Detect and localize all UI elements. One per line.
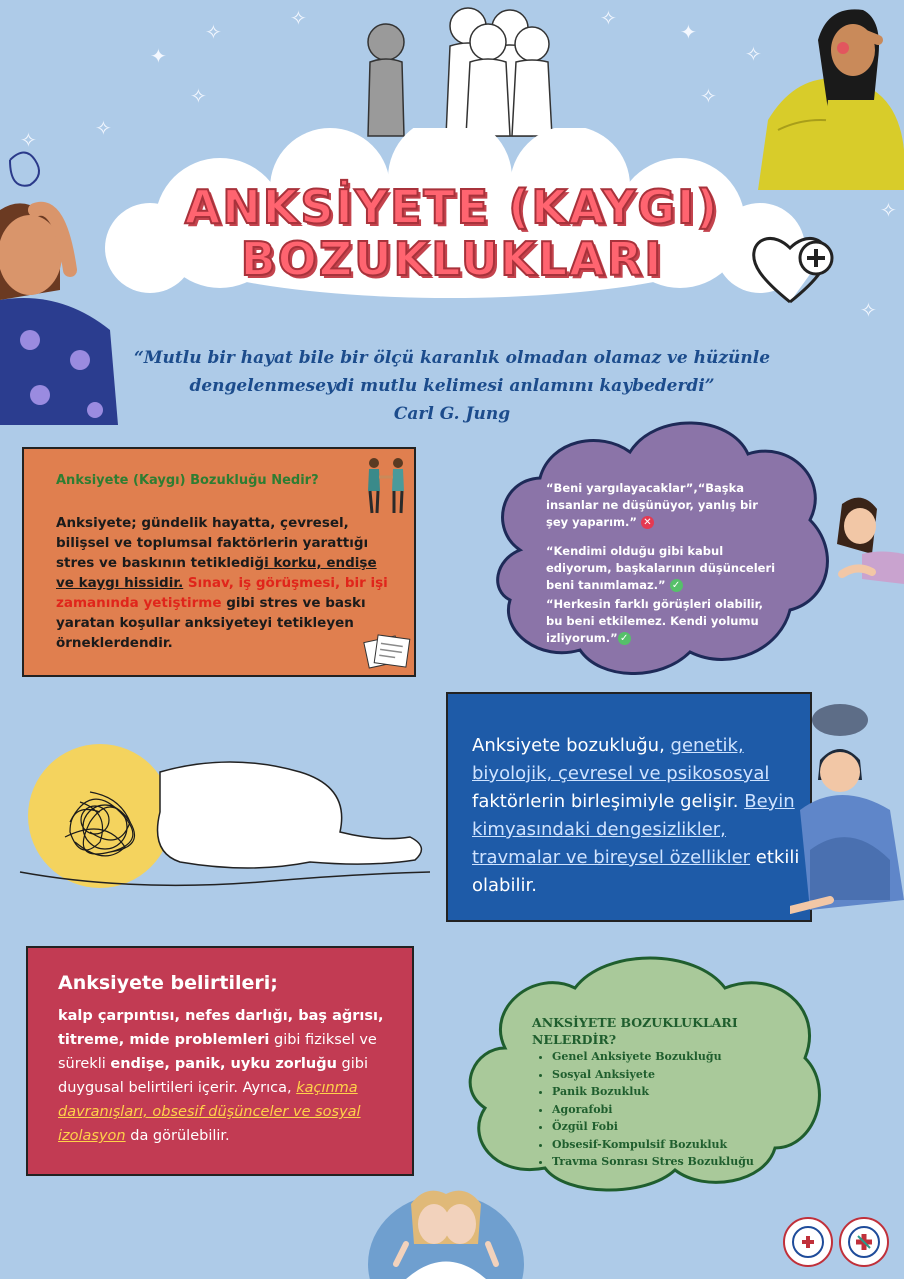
poster-title-line2: BOZUKLUKLARI: [240, 232, 664, 286]
definition-text-examples: Sınav, iş görüşmesi, bir işi zamanında yetiştirme: [56, 575, 388, 611]
thought-bubble-text: [546, 480, 782, 659]
types-list: [540, 1048, 754, 1171]
sparkle-star-icon: ✧: [745, 42, 762, 66]
poster-title-line1: ANKSİYETE (KAYGI): [184, 180, 720, 234]
behavioral-symptoms: kaçınma davranışları, obsesif düşünceler ve sosyal izolasyon: [58, 1080, 361, 1144]
symptoms-text-part3: da görülebilir.: [125, 1128, 230, 1144]
handshake-icon: [364, 455, 408, 515]
list-item: • Panik Bozukluk: [552, 1083, 754, 1101]
list-item: • Genel Anksiyete Bozukluğu: [552, 1048, 754, 1066]
sparkle-star-icon: ✧: [20, 128, 37, 152]
sparkle-star-icon: ✧: [700, 84, 717, 108]
list-item: • Sosyal Anksiyete: [552, 1066, 754, 1084]
sparkle-star-icon: ✧: [600, 6, 617, 30]
sad-sitting-person-illustration: [790, 700, 904, 930]
girl-lying-illustration: [832, 494, 904, 594]
definition-text-part2: gibi stres ve baskı yaratan koşullar anksiyeteyi tetikleyen örneklerdendir.: [56, 595, 366, 651]
sparkle-star-icon: ✧: [290, 6, 307, 30]
sparkle-star-icon: ✧: [880, 198, 897, 222]
types-heading-line2: NELERDİR?: [532, 1032, 617, 1047]
people-group-illustration: [360, 6, 560, 140]
definition-text-part1: Anksiyete; gündelik hayatta, çevresel, bilişsel ve toplumsal faktörlerin yarattığı stres ve baskının tetiklediğ: [56, 515, 369, 571]
list-item: • Agorafobi: [552, 1101, 754, 1119]
heart-plus-icon: [750, 228, 840, 308]
symptoms-text-part2: gibi duygusal belirtileri içerir. Ayrıca,: [58, 1056, 368, 1096]
definition-body: [56, 513, 396, 653]
anxious-faces-illustration: [366, 1184, 526, 1279]
sparkle-star-icon: ✧: [205, 20, 222, 44]
list-item: • Obsesif-Kompulsif Bozukluk: [552, 1136, 754, 1154]
causes-box: [446, 692, 812, 922]
definition-heading: Anksiyete (Kaygı) Bozukluğu Nedir?: [56, 473, 319, 488]
list-item: • Travma Sonrası Stres Bozukluğu: [552, 1153, 754, 1171]
positive-thought-1: “Kendimi olduğu gibi kabul ediyorum, başkalarının düşünceleri beni tanımlamaz.”: [546, 544, 776, 592]
causes-text: [472, 732, 802, 900]
causes-text-part1: Anksiyete bozukluğu,: [472, 735, 671, 756]
quote-author: Carl G. Jung: [393, 404, 511, 424]
university-logo: [782, 1216, 892, 1268]
negative-thought: “Beni yargılayacaklar”,“Başka insanlar ne düşünüyor, yanlış bir şey yaparım.”: [546, 481, 758, 529]
causes-text-part3: etkili olabilir.: [472, 847, 800, 896]
sparkle-star-icon: ✦: [680, 20, 697, 44]
check-mark-icon: ✓: [618, 632, 631, 645]
sparkle-star-icon: ✧: [95, 116, 112, 140]
symptoms-text-part1: gibi fiziksel ve sürekli: [58, 1032, 377, 1072]
symptoms-box: [26, 946, 414, 1176]
quote-line1: “Mutlu bir hayat bile bir ölçü karanlık olmadan olamaz ve hüzünle: [133, 348, 771, 368]
sparkle-star-icon: ✧: [190, 84, 207, 108]
check-mark-icon: ✓: [670, 579, 683, 592]
symptoms-text: [58, 1004, 403, 1148]
positive-thought-2: “Herkesin farklı görüşleri olabilir, bu beni etkilemez. Kendi yolumu izliyorum.”: [546, 597, 763, 645]
emotional-symptoms: endişe, panik, uyku zorluğu: [110, 1056, 337, 1072]
sparkle-star-icon: ✦: [150, 44, 167, 68]
list-item: • Özgül Fobi: [552, 1118, 754, 1136]
causes-text-part2: faktörlerin birleşimiyle gelişir.: [472, 791, 745, 812]
definition-text-underlined: i korku, endişe ve kaygı hissidir.: [56, 555, 377, 591]
types-heading: [532, 1014, 738, 1048]
definition-box: [22, 447, 416, 677]
causes-examples: Beyin kimyasındaki dengesizlikler, travmalar ve bireysel özellikler: [472, 791, 795, 868]
documents-icon: [362, 631, 414, 671]
causes-factors: genetik, biyolojik, çevresel ve psikososyal: [472, 735, 770, 784]
lying-person-illustration: [10, 742, 440, 902]
cross-mark-icon: ✕: [641, 516, 654, 529]
sparkle-star-icon: ✧: [860, 298, 877, 322]
physical-symptoms: kalp çarpıntısı, nefes darlığı, baş ağrısı, titreme, mide problemleri: [58, 1008, 384, 1048]
symptoms-heading: Anksiyete belirtileri;: [58, 972, 278, 994]
quote-line2: dengelenmeseydi mutlu kelimesi anlamını kaybederdi”: [189, 376, 715, 396]
types-heading-line1: ANKSİYETE BOZUKLUKLARI: [532, 1015, 738, 1030]
